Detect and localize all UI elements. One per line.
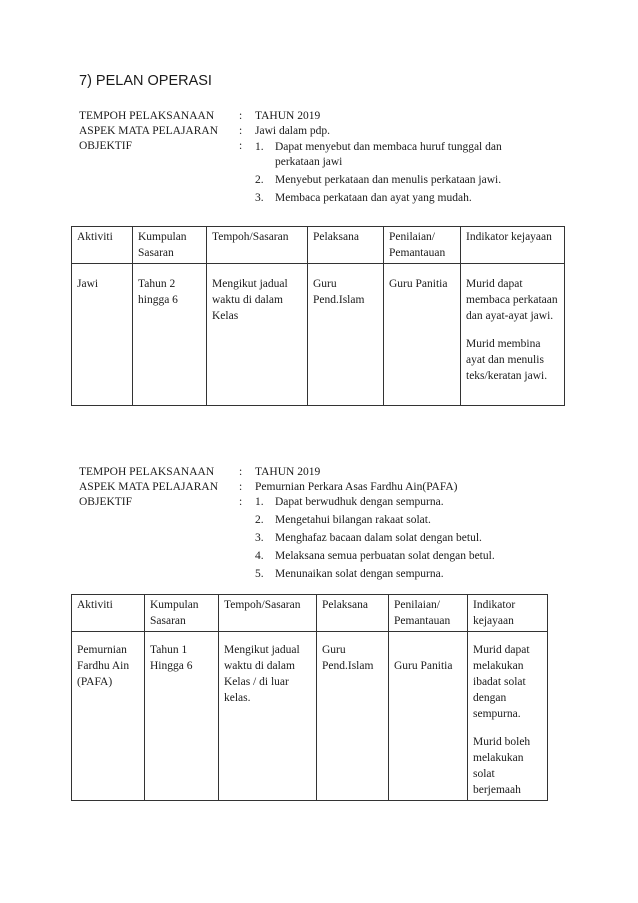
meta-row	[79, 465, 579, 480]
objective-text: Membaca perkataan dan ayat yang mudah.	[275, 192, 472, 204]
table-cell: Guru Panitia	[389, 632, 468, 801]
table-header-cell: Tempoh/Sasaran	[207, 227, 308, 264]
table-header-cell: Indikator kejayaan	[468, 595, 548, 632]
table-cell: Guru Pend.Islam	[317, 632, 389, 801]
objective-text: Menunaikan solat dengan sempurna.	[275, 568, 444, 580]
table-cell-indikator	[461, 264, 565, 406]
table-cell: Tahun 1 Hingga 6	[145, 632, 219, 801]
meta-row	[79, 480, 579, 495]
objective-text: Menyebut perkataan dan menulis perkataan jawi.	[275, 174, 502, 186]
indikator-text: Murid boleh melakukan solat berjemaah	[473, 736, 531, 796]
indikator-text: Murid dapat membaca perkataan dan ayat-ayat jawi.	[466, 278, 558, 322]
meta-row	[79, 124, 579, 139]
table-header-cell: Pelaksana	[308, 227, 384, 264]
table-header-cell: Indikator kejayaan	[461, 227, 565, 264]
objective-text: perkataan jawi	[275, 156, 343, 168]
table-header-cell: Penilaian/ Pemantauan	[384, 227, 461, 264]
table-cell: Pemurnian Fardhu Ain (PAFA)	[72, 632, 145, 801]
meta-sep: :	[239, 140, 243, 152]
meta-sep: :	[239, 496, 243, 508]
objective-text: Dapat berwudhuk dengan sempurna.	[275, 496, 444, 508]
objective-number: 1.	[255, 141, 264, 153]
table-header-cell: Pelaksana	[317, 595, 389, 632]
meta-key: OBJEKTIF	[79, 140, 133, 152]
meta-key: ASPEK MATA PELAJARAN	[79, 481, 219, 493]
table-header-row	[72, 227, 565, 264]
meta-value: TAHUN 2019	[255, 110, 321, 122]
table-header-cell: Penilaian/ Pemantauan	[389, 595, 468, 632]
spacer	[466, 324, 559, 336]
table-header-cell: Tempoh/Sasaran	[219, 595, 317, 632]
table-header-cell: Aktiviti	[72, 227, 133, 264]
meta-value: Pemurnian Perkara Asas Fardhu Ain(PAFA)	[255, 481, 458, 493]
meta-sep: :	[239, 125, 243, 137]
meta-sep: :	[239, 110, 243, 122]
table-row	[72, 264, 565, 406]
meta-key: TEMPOH PELAKSANAAN	[79, 110, 215, 122]
meta-value: TAHUN 2019	[255, 466, 321, 478]
meta-row	[79, 109, 579, 124]
table-header-row	[72, 595, 548, 632]
table-cell: Jawi	[72, 264, 133, 406]
meta-value: Jawi dalam pdp.	[255, 125, 331, 137]
section1-table	[71, 226, 565, 406]
objective-number: 3.	[255, 532, 264, 544]
section2-table	[71, 594, 548, 801]
objective-number: 2.	[255, 174, 264, 186]
objective-text: Melaksana semua perbuatan solat dengan betul.	[275, 550, 495, 562]
objective-text: Dapat menyebut dan membaca huruf tunggal dan	[275, 141, 502, 153]
table-cell: Guru Panitia	[384, 264, 461, 406]
section-heading: 7) PELAN OPERASI	[79, 73, 212, 89]
table-header-cell: Kumpulan Sasaran	[133, 227, 207, 264]
meta-sep: :	[239, 481, 243, 493]
table-row	[72, 632, 548, 801]
objective-number: 3.	[255, 192, 264, 204]
table-header-cell: Aktiviti	[72, 595, 145, 632]
objective-text: Menghafaz bacaan dalam solat dengan betul.	[275, 532, 482, 544]
table-cell: Guru Pend.Islam	[308, 264, 384, 406]
objective-number: 4.	[255, 550, 264, 562]
table-header-cell: Kumpulan Sasaran	[145, 595, 219, 632]
objective-number: 1.	[255, 496, 264, 508]
indikator-text: Murid membina ayat dan menulis teks/keratan jawi.	[466, 338, 548, 382]
objective-number: 2.	[255, 514, 264, 526]
meta-key: OBJEKTIF	[79, 496, 133, 508]
objective-number: 5.	[255, 568, 264, 580]
table-cell: Mengikut jadual waktu di dalam Kelas / di luar kelas.	[219, 632, 317, 801]
meta-sep: :	[239, 466, 243, 478]
meta-key: ASPEK MATA PELAJARAN	[79, 125, 219, 137]
table-cell-indikator	[468, 632, 548, 801]
table-cell: Tahun 2 hingga 6	[133, 264, 207, 406]
spacer	[473, 722, 542, 734]
meta-key: TEMPOH PELAKSANAAN	[79, 466, 215, 478]
table-cell: Mengikut jadual waktu di dalam Kelas	[207, 264, 308, 406]
objective-text: Mengetahui bilangan rakaat solat.	[275, 514, 431, 526]
indikator-text: Murid dapat melakukan ibadat solat dengan sempurna.	[473, 644, 530, 720]
